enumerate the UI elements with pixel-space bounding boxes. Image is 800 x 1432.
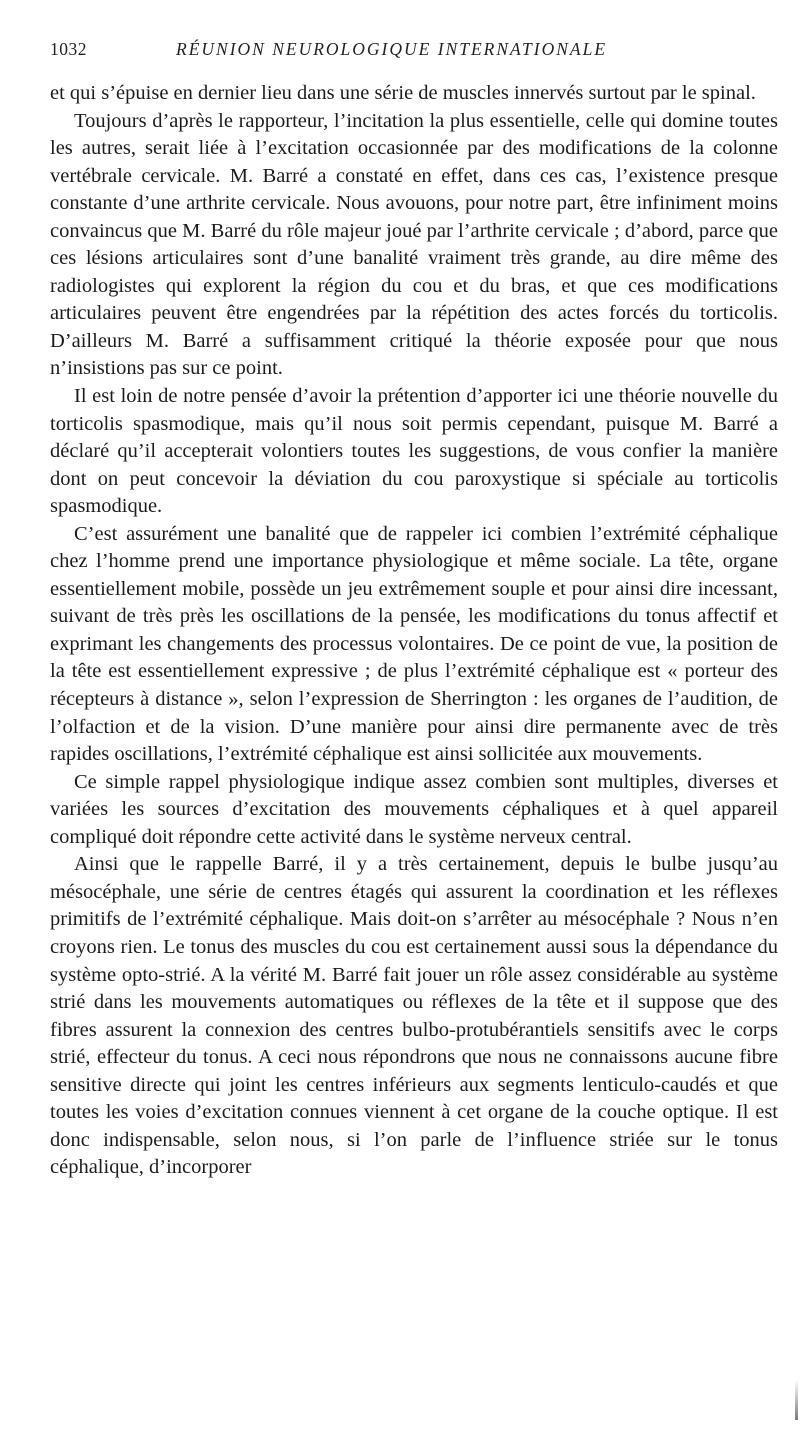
book-page <box>50 34 778 1182</box>
body-text <box>50 80 778 1182</box>
paragraph: Toujours d’après le rapporteur, l’incitation la plus essentielle, celle qui domine toutes les autres, serait liée à l’excitation occasionnée par des modifications de la colonne vertébrale cervicale. M. Barré a constaté en effet, dans ces cas, l’existence presque constante d’une arthrite cervicale. Nous avouons, pour notre part, être infiniment moins convaincus que M. Barré du rôle majeur joué par l’arthrite cervicale ; d’abord, parce que ces lésions articulaires sont d’une banalité vraiment très grande, au dire même des radiologistes qui explorent la région du cou et du bras, et que ces modifications articulaires peuvent être engendrées par la répétition des actes forcés du torticolis. D’ailleurs M. Barré a suffisamment critiqué la théorie exposée pour que nous n’insistions pas sur ce point. <box>50 109 778 380</box>
page-number: 1032 <box>50 39 87 59</box>
paragraph-continuation: et qui s’épuise en dernier lieu dans une série de muscles innervés surtout par le spinal. <box>50 82 756 104</box>
scan-edge-mark <box>795 1380 798 1420</box>
paragraph: Ce simple rappel physiologique indique assez combien sont multiples, diverses et variées les sources d’excitation des mouvements céphaliques et à quel appareil compliqué doit répondre cette activité dans le système nerveux central. <box>50 770 778 848</box>
running-head <box>50 34 778 64</box>
paragraph: Ainsi que le rappelle Barré, il y a très certainement, depuis le bulbe jusqu’au mésocéphale, une série de centres étagés qui assurent la coordination et les réflexes primitifs de l’extrémité céphalique. Mais doit-on s’arrêter au mésocéphale ? Nous n’en croyons rien. Le tonus des muscles du cou est certainement aussi sous la dépendance du système opto-strié. A la vérité M. Barré fait jouer un rôle assez considérable au système strié dans les mouvements automatiques ou réflexes de la tête et il suppose que des fibres assurent la connexion des centres bulbo-protubérantiels sensitifs avec le corps strié, effecteur du tonus. A ceci nous répondrons que nous ne connaissons aucune fibre sensitive directe qui joint les centres inférieurs aux segments lenticulo-caudés et que toutes les voies d’excitation connues viennent à cet organe de la couche optique. Il est donc indispensable, selon nous, si l’on parle de l’influence striée sur le tonus céphalique, d’incorporer <box>50 853 778 1179</box>
paragraph: Il est loin de notre pensée d’avoir la prétention d’apporter ici une théorie nouvelle du torticolis spasmodique, mais qu’il nous soit permis cependant, puisque M. Barré a déclaré qu’il accepterait volontiers toutes les suggestions, de vous confier la manière dont on peut concevoir la déviation du cou paroxystique si spéciale au torticolis spasmodique. <box>50 385 778 518</box>
paragraph: C’est assurément une banalité que de rappeler ici combien l’extrémité céphalique chez l’homme prend une importance physiologique et même sociale. La tête, organe essentiellement mobile, possède un jeu extrêmement souple et pour ainsi dire incessant, suivant de très près les oscillations de la pensée, les modifications du tonus affectif et exprimant les changements des processus volontaires. De ce point de vue, la position de la tête est essentiellement expressive ; de plus l’extrémité céphalique est « porteur des récepteurs à distance », selon l’expression de Sherrington : les organes de l’audition, de l’olfaction et de la vision. D’une manière pour ainsi dire permanente avec de très rapides oscillations, l’extrémité céphalique est ainsi sollicitée aux mouvements. <box>50 522 778 766</box>
running-title: RÉUNION NEUROLOGIQUE INTERNATIONALE <box>176 39 608 59</box>
